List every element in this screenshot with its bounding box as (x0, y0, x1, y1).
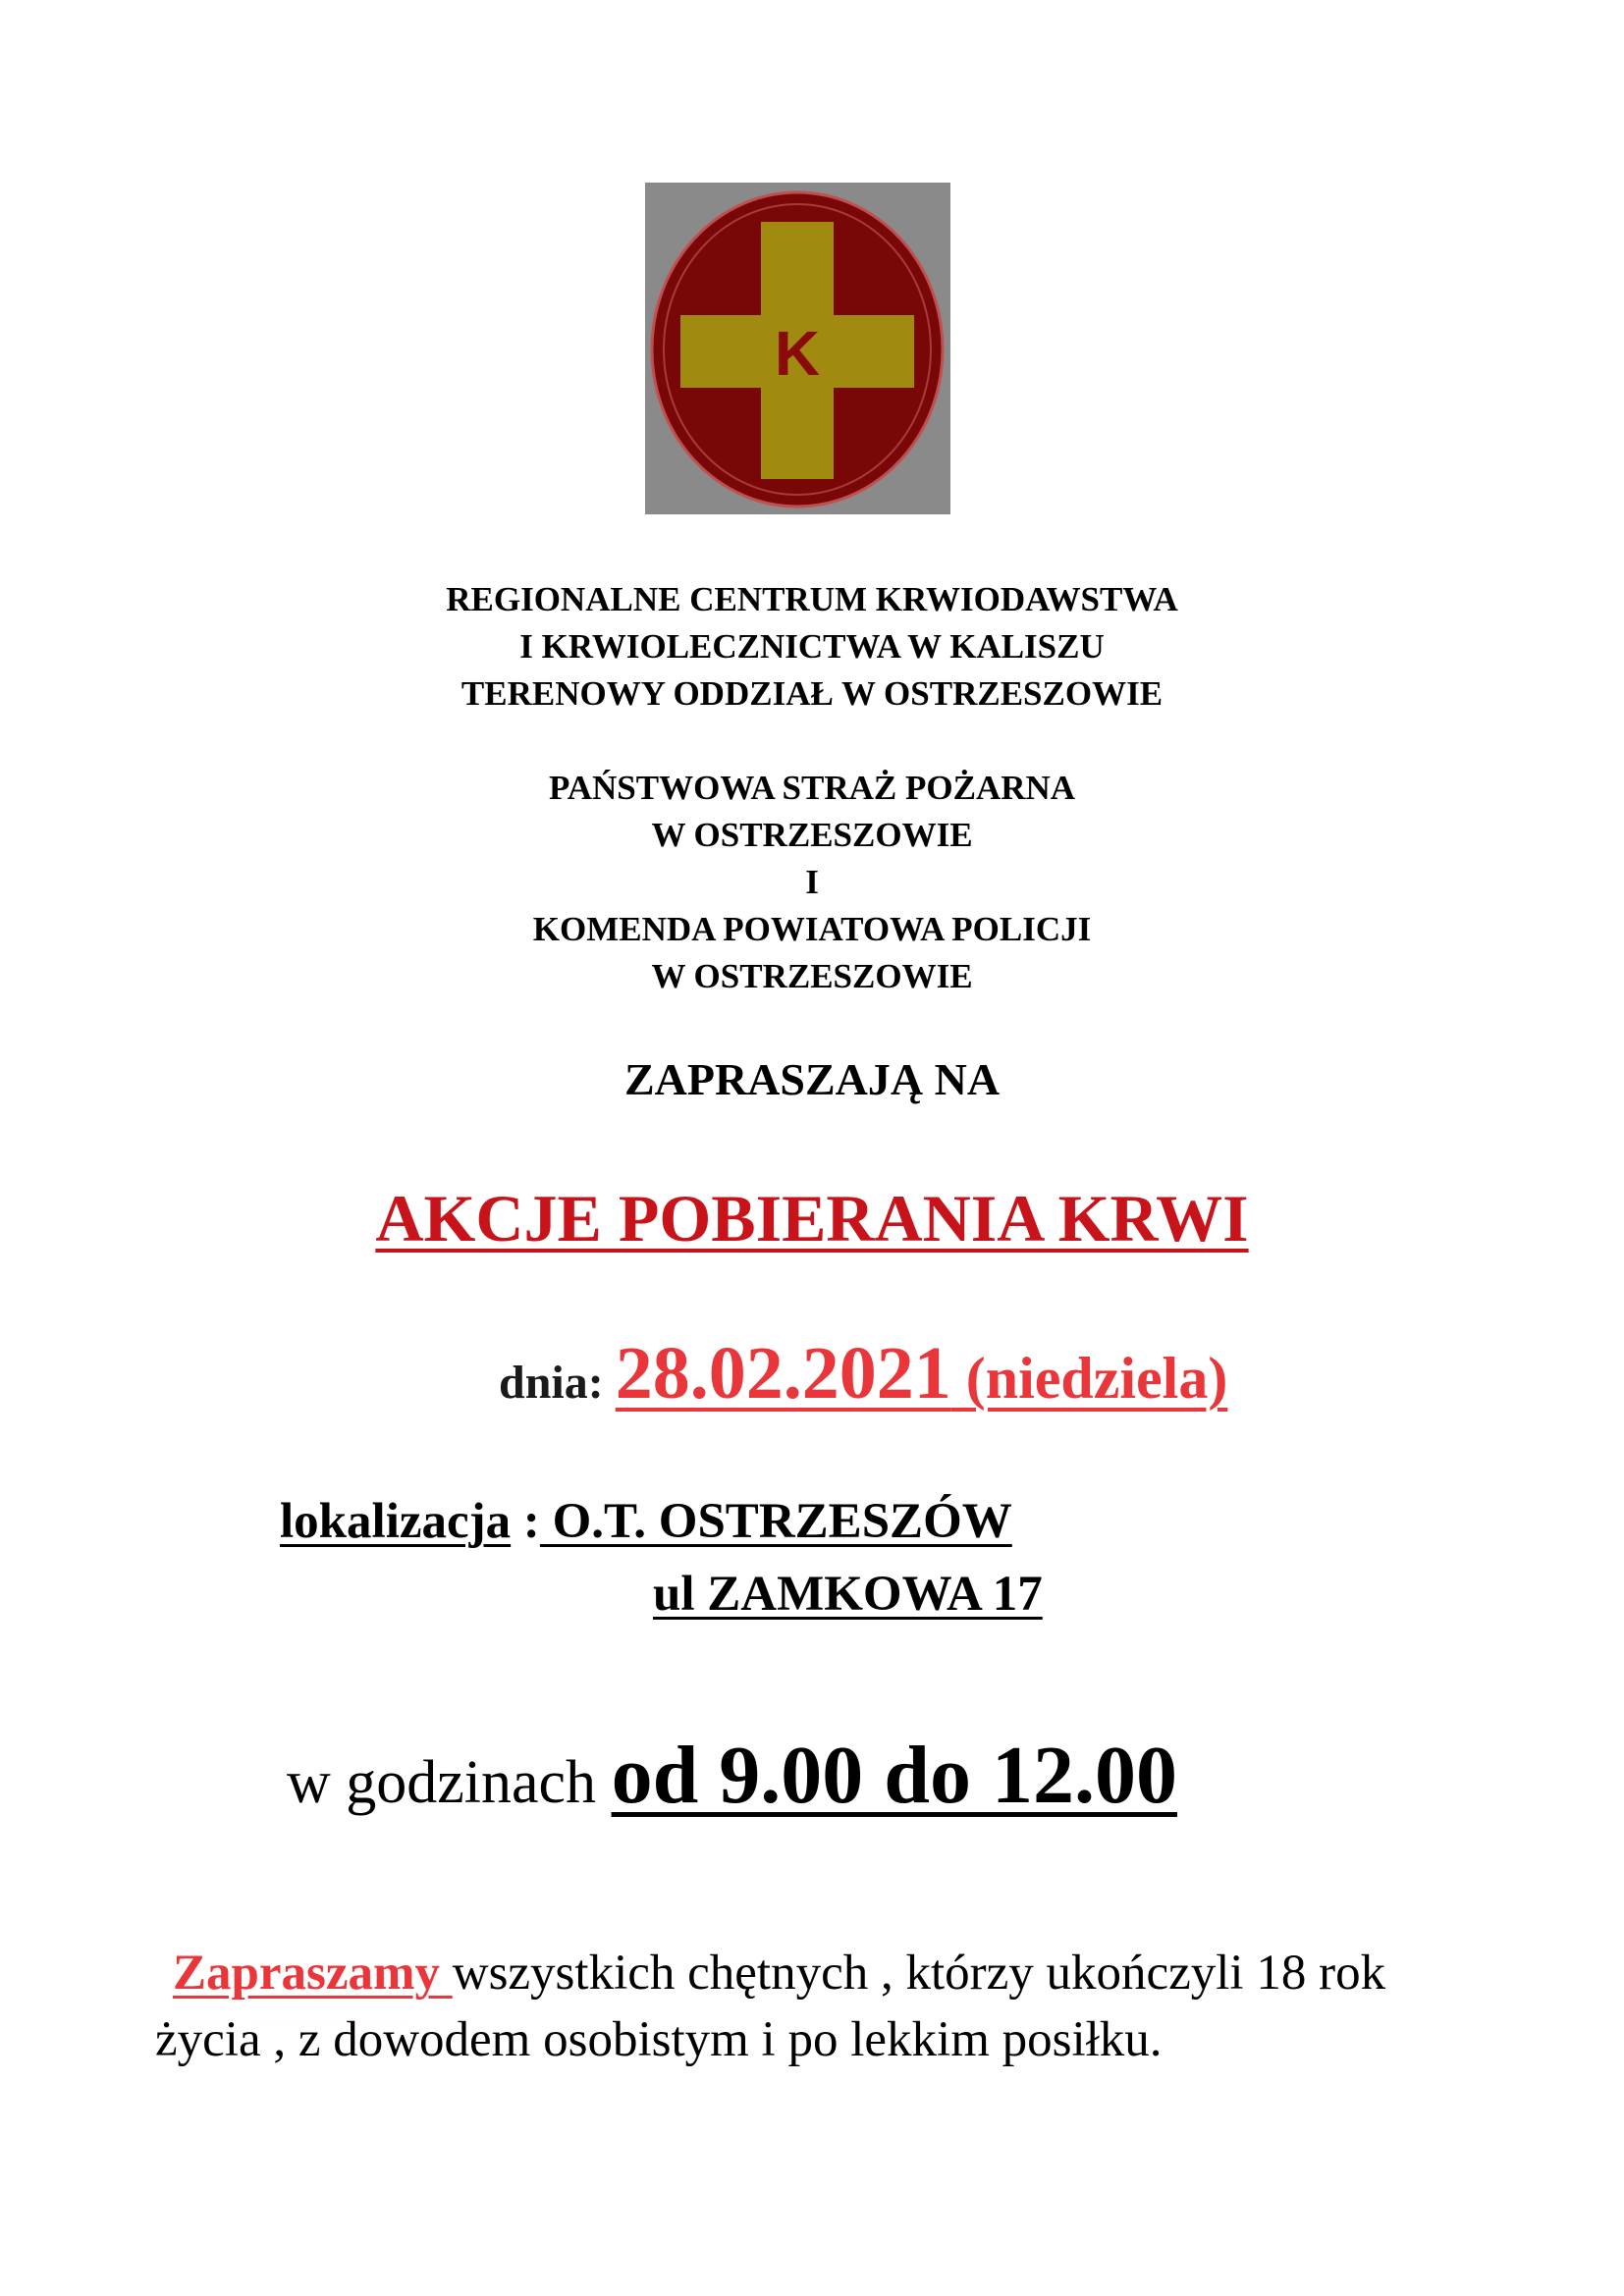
organizer-line-2: I KRWIOLECZNICTWA W KALISZU (519, 627, 1105, 666)
date-value: 28.02.2021 (615, 1332, 951, 1415)
logo (645, 183, 950, 514)
organizer-line-4: PAŃSTWOWA STRAŻ POŻARNA (548, 769, 1076, 807)
invitation-lead: Zapraszamy (173, 1946, 453, 2001)
organizer-line-8: W OSTRZESZOWIE (651, 957, 973, 995)
organizer-line-7: KOMENDA POWIATOWA POLICJI (532, 910, 1092, 948)
hours-value: od 9.00 do 12.00 (611, 1730, 1177, 1821)
location-address: ul ZAMKOWA 17 (653, 1567, 1043, 1622)
event-date (499, 1331, 1227, 1416)
organizer-line-1: REGIONALNE CENTRUM KRWIODAWSTWA (446, 580, 1178, 618)
blood-center-logo-icon (645, 183, 950, 514)
event-title (0, 1176, 1624, 1260)
date-label: dnia: (499, 1357, 616, 1409)
event-hours (287, 1728, 1177, 1823)
location-line-1 (280, 1490, 1012, 1553)
invite-heading: ZAPRASZAJĄ NA (623, 1054, 1001, 1104)
event-title-text: AKCJE POBIERANIA KRWI (375, 1181, 1249, 1255)
organizer-line-5: W OSTRZESZOWIE (651, 816, 973, 854)
organizer-line-3: TERENOWY ODDZIAŁ W OSTRZESZOWIE (460, 674, 1164, 713)
hours-label: w godzinach (287, 1749, 612, 1816)
logo-letter: K (774, 318, 821, 389)
invitation-text: wszystkich chętnych , którzy ukończyli 18 rok życia , z dowodem osobistym i po lekkim posiłku. (155, 1946, 1386, 2067)
organizer-line-6: I (805, 863, 819, 901)
location-separator: : (511, 1494, 540, 1549)
invitation-paragraph (155, 1940, 1490, 2073)
date-weekday: (niedziela) (950, 1346, 1228, 1411)
location-label: lokalizacja (280, 1494, 512, 1549)
location-venue: O.T. OSTRZESZÓW (539, 1494, 1012, 1549)
